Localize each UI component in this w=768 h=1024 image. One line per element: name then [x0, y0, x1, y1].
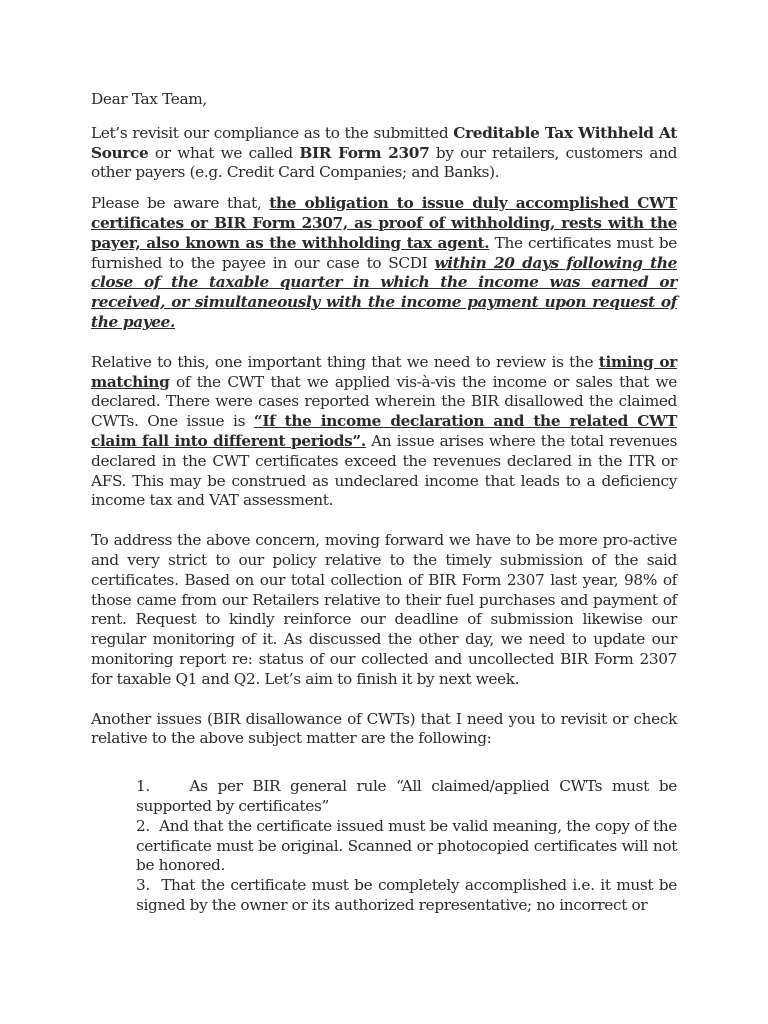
salutation: Dear Tax Team, — [91, 90, 207, 108]
paragraph-action: To address the above concern, moving forward we have to be more pro-active and very strict to our policy relative to the timely submission of the said certificates. Based on our total collection of BIR Form 2307 last year, 98% of those came from our Retailers relative to their fuel purchases and payment of rent. Request to kindly reinforce our deadline of submission likewise our regular monitoring of it. As discussed the other day, we need to update our monitoring report re: status of our collected and uncollected BIR Form 2307 for taxable Q1 and Q2. Let’s aim to finish it by next week. — [91, 531, 677, 688]
issues-list — [91, 777, 677, 916]
list-item-number: 1. — [136, 777, 150, 796]
obligation-emphasis: the obligation to issue duly accomplished CWT certificates or BIR Form 2307, as proof of withholding, rests with the payer, also known as the withholding tax agent. — [91, 194, 677, 252]
list-item-text: That the certificate must be completely accomplished i.e. it must be signed by the owner or its authorized representative; no incorrect or — [136, 876, 677, 914]
list-item-text: And that the certificate issued must be valid meaning, the copy of the certificate must be original. Scanned or photocopied certificates will not be honored. — [136, 816, 677, 875]
deadline-emphasis: within 20 days following the close of the taxable quarter in which the income was earned or received, or simultaneously with the income payment upon request of the payee. — [91, 253, 677, 331]
paragraph-obligation — [91, 194, 677, 333]
paragraph-other-issues: Another issues (BIR disallowance of CWTs) that I need you to revisit or check relative to the above subject matter are the following: — [91, 709, 677, 748]
list-item — [136, 876, 677, 916]
list-item — [136, 777, 677, 817]
timing-text-3: An issue arises where the total revenues declared in the CWT certificates exceed the revenues declared in the ITR or AFS. This may be construed as undeclared income that leads to a deficiency income tax and VAT assessment. — [91, 431, 677, 510]
paragraph-timing — [91, 353, 677, 511]
list-item-number: 3. — [136, 876, 150, 895]
intro-bold-form: BIR Form 2307 — [299, 143, 430, 162]
paragraph-intro — [91, 124, 677, 183]
intro-bold-cwt: Creditable Tax Withheld At Source — [91, 123, 678, 162]
list-item-number: 2. — [136, 816, 150, 835]
timing-emphasis: timing or matching — [91, 352, 677, 391]
intro-text-1: Let’s revisit our compliance as to the submitted — [91, 123, 454, 142]
issue-emphasis: “If the income declaration and the related CWT claim fall into different periods”. — [91, 412, 677, 450]
obligation-text-2: The certificates must be furnished to the payee in our case to SCDI — [91, 233, 677, 272]
obligation-text-1: Please be aware that, — [91, 194, 270, 213]
list-item — [136, 817, 677, 876]
intro-text-3: by our retailers, customers and other payers (e.g. Credit Card Companies; and Banks). — [91, 143, 678, 182]
intro-text-2: or what we called — [148, 143, 300, 162]
letter-body — [91, 90, 677, 916]
timing-text-2: of the CWT that we applied vis-à-vis the income or sales that we declared. There were cases reported wherein the BIR disallowed the claimed CWTs. One issue is — [91, 372, 677, 431]
timing-text-1: Relative to this, one important thing that we need to review is the — [91, 352, 599, 371]
list-item-text: As per BIR general rule “All claimed/applied CWTs must be supported by certificates” — [136, 777, 677, 815]
